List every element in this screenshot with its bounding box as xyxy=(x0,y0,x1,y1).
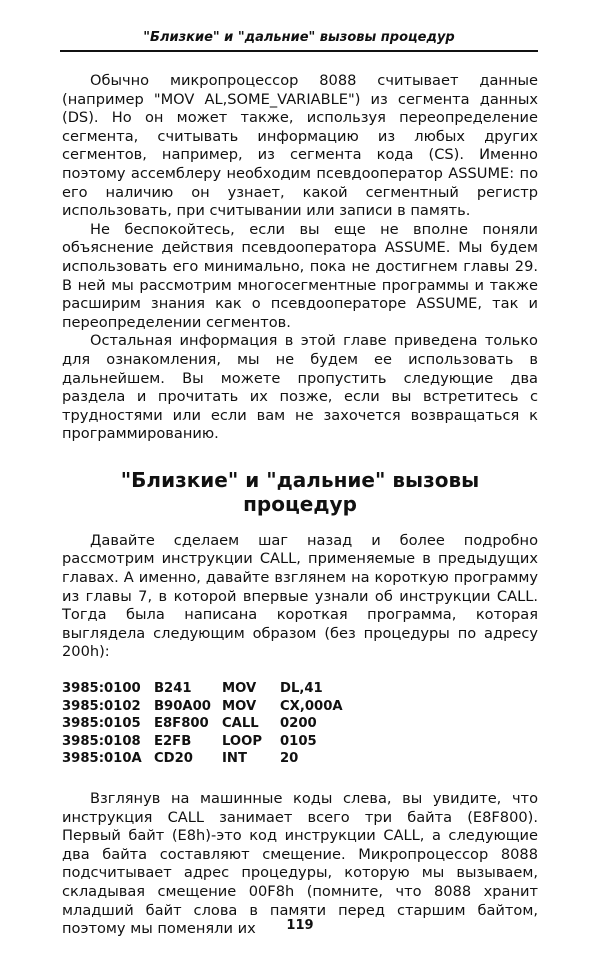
listing-row xyxy=(62,750,400,768)
listing-address: 3985:0108 xyxy=(62,733,141,749)
paragraph-assume-note: Не беспокойтесь, если вы еще не вполне поняли объяснение действия псевдооператора ASSUME. Мы будем использовать его минимально, пока не достигнем главы 29. В ней мы рассмотрим многосегментные программы и также расширим знания как о псевдооператоре ASSUME, так и переопределении сегментов. xyxy=(62,220,538,331)
listing-operands: 0200 xyxy=(280,716,317,732)
listing-row xyxy=(62,698,400,716)
code-listing xyxy=(62,680,400,768)
section-heading: "Близкие" и "дальние" вызовы процедур xyxy=(120,467,480,516)
section-intro-paragraph: Давайте сделаем шаг назад и более подробно рассмотрим инструкции CALL, применяемые в предыдущих главах. А именно, давайте взглянем на короткую программу из главы 7, в которой впервые узнали об инструкции CALL. Тогда была написана короткая программа, которая выглядела следующим образом (без процедуры по адресу 200h): xyxy=(62,531,538,661)
section-after-listing-paragraph: Взглянув на машинные коды слева, вы увидите, что инструкция CALL занимает всего три байта (E8F800). Первый байт (E8h)-это код инструкции CALL, а следующие два байта составляют смещение. Микропроцессор 8088 подсчитывает адрес процедуры, которую мы вызываем, складывая смещение 00F8h (помните, что 8088 хранит младший байт слова в памяти перед старшим байтом, поэтому мы поменяли их xyxy=(62,790,538,938)
listing-address: 3985:0105 xyxy=(62,716,141,732)
listing-address: 3985:0100 xyxy=(62,681,141,697)
listing-address: 3985:010A xyxy=(62,751,142,767)
listing-row xyxy=(62,715,400,733)
listing-operands: 20 xyxy=(280,751,299,767)
listing-mnemonic: CALL xyxy=(222,716,259,732)
listing-address: 3985:0102 xyxy=(62,698,141,714)
running-header: "Близкие" и "дальние" вызовы процедур xyxy=(60,28,538,52)
listing-machine-code: CD20 xyxy=(154,751,193,767)
listing-machine-code: E8F800 xyxy=(154,716,209,732)
listing-mnemonic: LOOP xyxy=(222,733,263,749)
listing-mnemonic: MOV xyxy=(222,681,257,697)
listing-operands: DL,41 xyxy=(280,681,323,697)
listing-operands: 0105 xyxy=(280,733,317,749)
page-number: 119 xyxy=(286,918,314,933)
listing-machine-code: B90A00 xyxy=(154,698,211,714)
listing-row xyxy=(62,680,400,698)
listing-machine-code: E2FB xyxy=(154,733,192,749)
listing-row xyxy=(62,733,400,751)
paragraph-skip-sections: Остальная информация в этой главе приведена только для ознакомления, мы не будем ее использовать в дальнейшем. Вы можете пропустить следующие два раздела и прочитать их позже, если вы встретитесь с трудностями или если вам не захочется возвращаться к программированию. xyxy=(62,332,538,443)
listing-mnemonic: INT xyxy=(222,751,247,767)
listing-mnemonic: MOV xyxy=(222,698,257,714)
page-body xyxy=(62,72,538,939)
listing-machine-code: B241 xyxy=(154,681,192,697)
paragraph-segment-override: Обычно микропроцессор 8088 считывает данные (например "MOV AL,SOME_VARIABLE") из сегмента данных (DS). Но он может также, используя переопределение сегмента, считывать информацию из любых других сегментов, например, из сегмента кода (CS). Именно поэтому ассемблеру необходим псевдооператор ASSUME: по его наличию он узнает, какой сегментный регистр использовать, при считывании или записи в память. xyxy=(62,72,538,220)
listing-operands: CX,000A xyxy=(280,698,343,714)
